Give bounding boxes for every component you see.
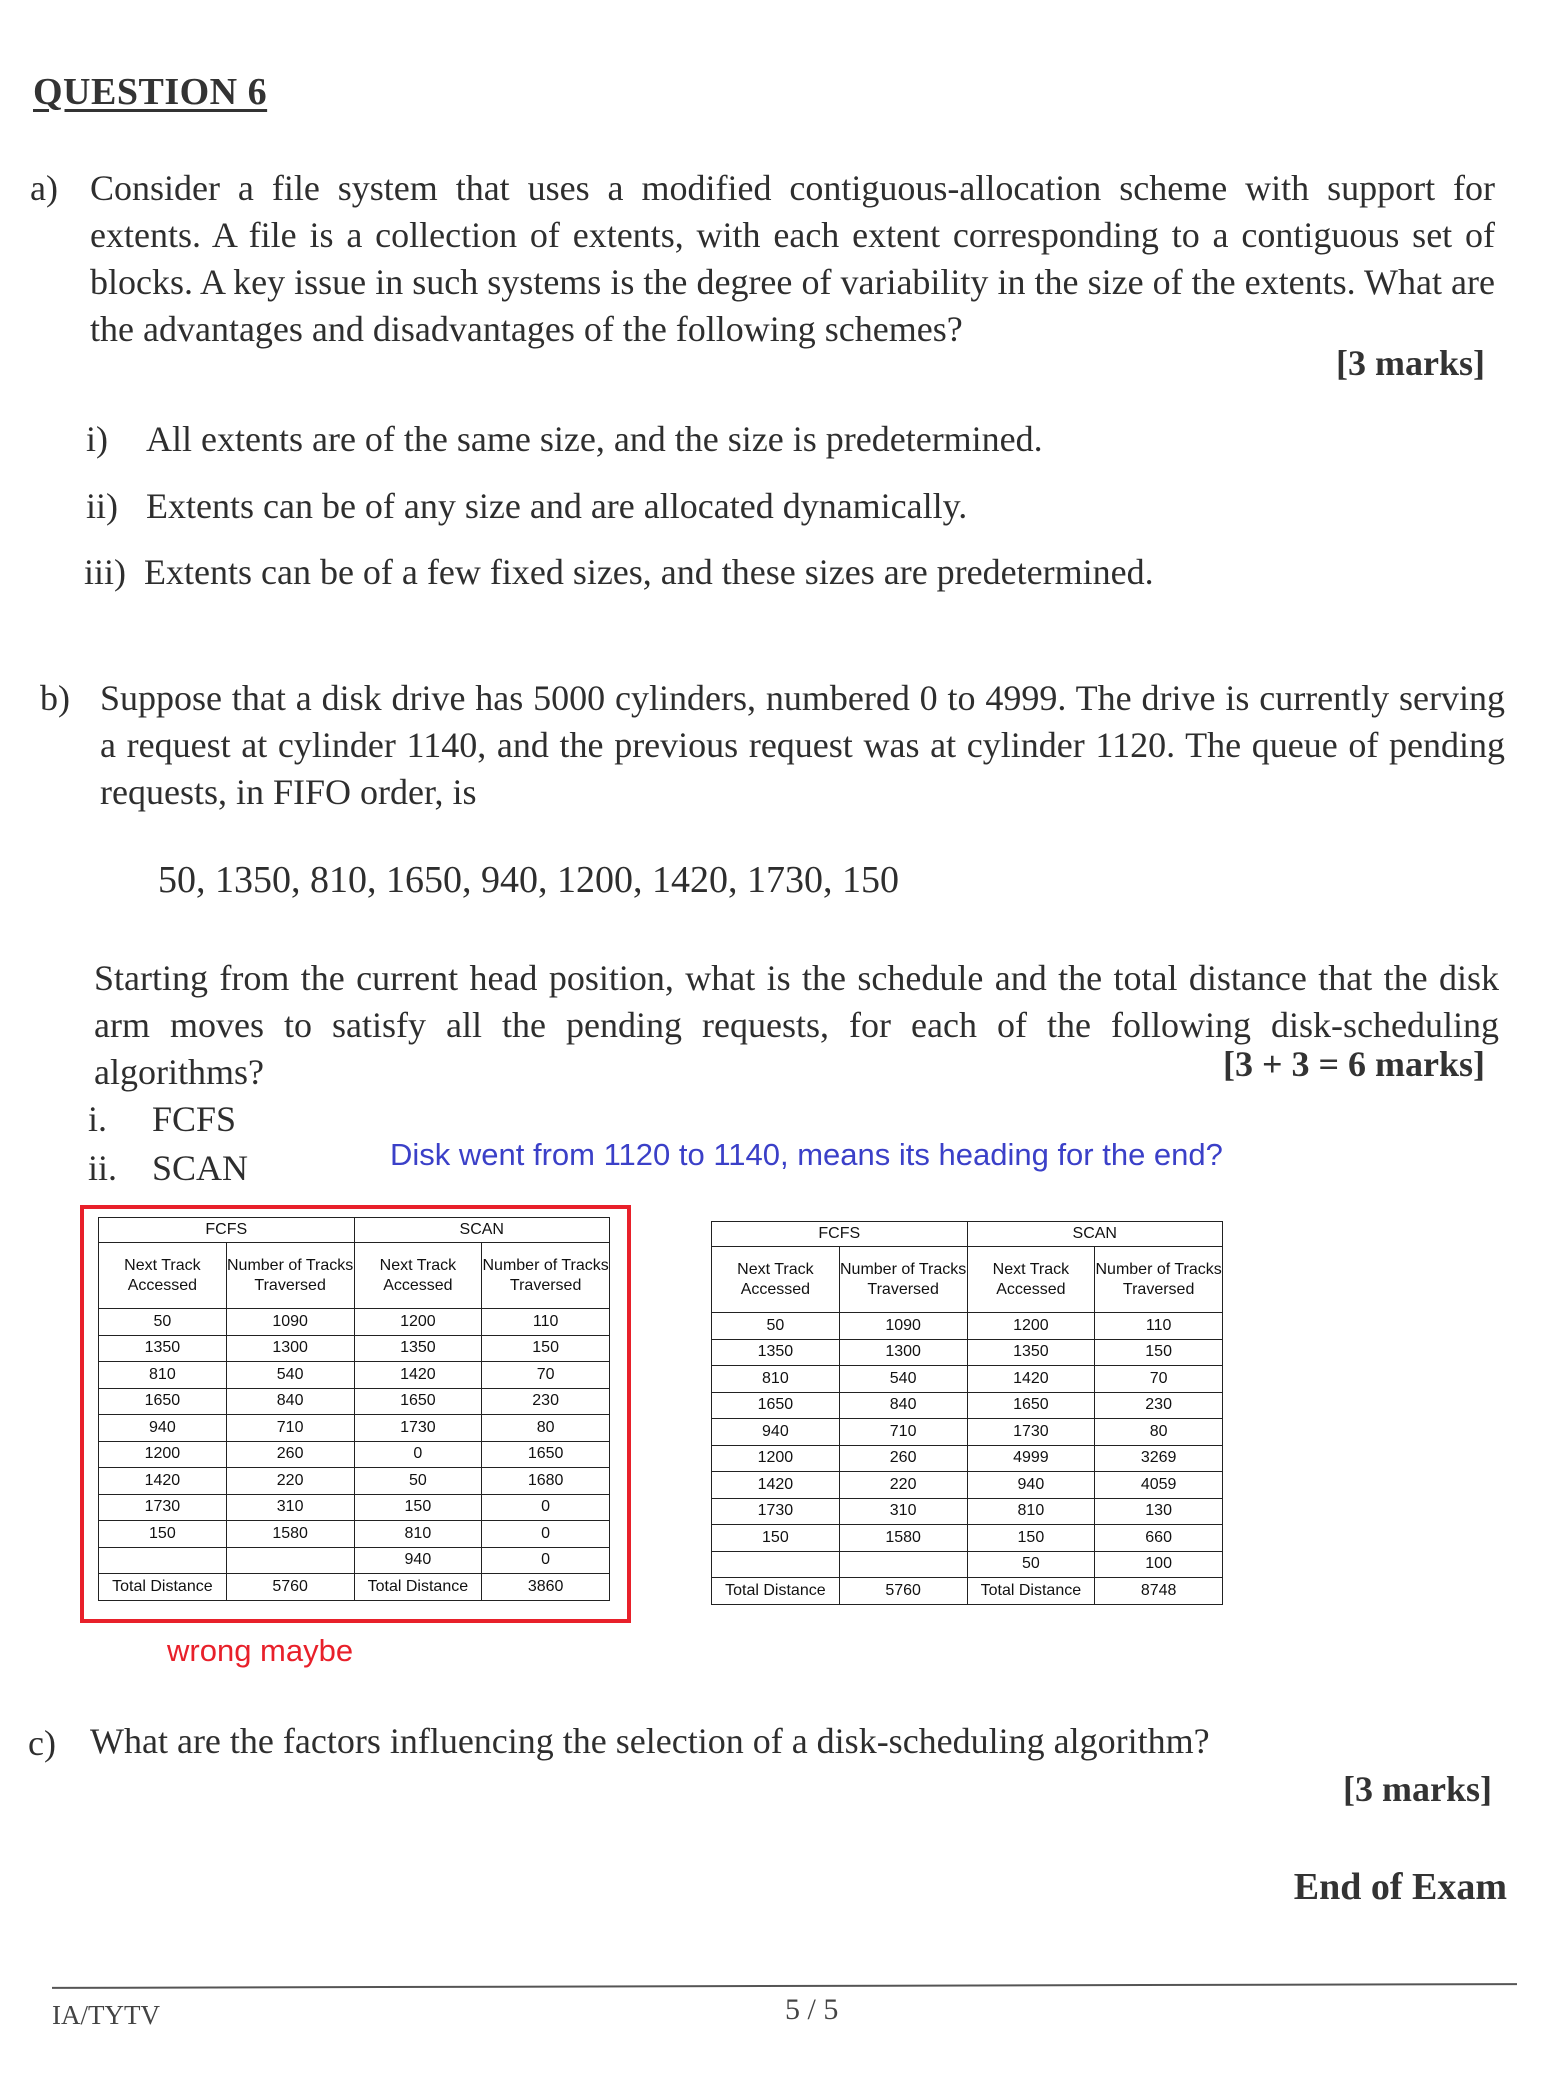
table-row bbox=[712, 1445, 1223, 1472]
part-b-question: Starting from the current head position, what is the schedule and the total distance that the disk arm moves to satisfy all the pending requests, for each of the following disk-scheduling algorithms? bbox=[94, 958, 1499, 1092]
tracks-traversed-cell: 80 bbox=[482, 1415, 610, 1442]
request-queue: 50, 1350, 810, 1650, 940, 1200, 1420, 1730, 150 bbox=[158, 859, 899, 901]
next-track-cell: 1420 bbox=[712, 1472, 840, 1499]
tracks-traversed-cell: 1300 bbox=[839, 1339, 967, 1366]
tracks-traversed-cell: 540 bbox=[226, 1362, 354, 1389]
tracks-traversed-cell: 4059 bbox=[1095, 1472, 1223, 1499]
schedule-table-right bbox=[711, 1221, 1223, 1605]
next-track-cell: 50 bbox=[99, 1309, 227, 1336]
next-track-cell: 810 bbox=[967, 1498, 1095, 1525]
tracks-traversed-cell: 310 bbox=[839, 1498, 967, 1525]
next-track-cell: 1420 bbox=[967, 1366, 1095, 1393]
tracks-traversed-cell: 0 bbox=[482, 1547, 610, 1574]
tracks-traversed-cell: 0 bbox=[482, 1521, 610, 1548]
next-track-cell: 1650 bbox=[967, 1392, 1095, 1419]
total-label: Total Distance bbox=[967, 1578, 1095, 1605]
table-row bbox=[99, 1494, 610, 1521]
tracks-traversed-cell: 710 bbox=[839, 1419, 967, 1446]
tracks-traversed-cell: 220 bbox=[226, 1468, 354, 1495]
part-a-item-ii bbox=[86, 485, 967, 527]
col-header-tracks-traversed: Number of Tracks Traversed bbox=[482, 1243, 610, 1309]
part-a-item-iii bbox=[84, 551, 1154, 593]
next-track-cell: 1420 bbox=[354, 1362, 482, 1389]
total-label: Total Distance bbox=[354, 1574, 482, 1601]
tracks-traversed-cell: 70 bbox=[1095, 1366, 1223, 1393]
next-track-cell: 1200 bbox=[712, 1445, 840, 1472]
annotation-wrong-maybe: wrong maybe bbox=[167, 1633, 354, 1668]
algorithm-scan bbox=[88, 1147, 248, 1189]
next-track-cell: 4999 bbox=[967, 1445, 1095, 1472]
algorithm-fcfs bbox=[88, 1098, 236, 1140]
item-text: Extents can be of a few fixed sizes, and these sizes are predetermined. bbox=[144, 552, 1154, 592]
tracks-traversed-cell: 220 bbox=[839, 1472, 967, 1499]
next-track-cell: 940 bbox=[354, 1547, 482, 1574]
tracks-traversed-cell bbox=[226, 1547, 354, 1574]
table-row bbox=[99, 1468, 610, 1495]
item-text: Extents can be of any size and are allocated dynamically. bbox=[146, 486, 968, 526]
item-text: All extents are of the same size, and the size is predetermined. bbox=[146, 419, 1043, 459]
next-track-cell: 1200 bbox=[99, 1441, 227, 1468]
table-row bbox=[712, 1366, 1223, 1393]
annotation-heading-question: Disk went from 1120 to 1140, means its heading for the end? bbox=[390, 1137, 1223, 1172]
table-row bbox=[712, 1525, 1223, 1552]
next-track-cell: 1730 bbox=[967, 1419, 1095, 1446]
item-label: iii) bbox=[84, 552, 126, 592]
algorithm-name: SCAN bbox=[152, 1148, 249, 1188]
algorithm-name: FCFS bbox=[152, 1099, 237, 1139]
tracks-traversed-cell: 260 bbox=[839, 1445, 967, 1472]
col-header-next-track: Next Track Accessed bbox=[354, 1243, 482, 1309]
tracks-traversed-cell: 840 bbox=[226, 1388, 354, 1415]
col-header-tracks-traversed: Number of Tracks Traversed bbox=[226, 1243, 354, 1309]
part-c-text: What are the factors influencing the selection of a disk-scheduling algorithm? bbox=[90, 1721, 1210, 1761]
tracks-traversed-cell: 310 bbox=[226, 1494, 354, 1521]
next-track-cell bbox=[712, 1551, 840, 1578]
table-row bbox=[712, 1313, 1223, 1340]
next-track-cell: 50 bbox=[712, 1313, 840, 1340]
group-header-scan: SCAN bbox=[967, 1222, 1223, 1247]
next-track-cell: 1650 bbox=[354, 1388, 482, 1415]
table-row bbox=[99, 1362, 610, 1389]
next-track-cell: 1200 bbox=[354, 1309, 482, 1336]
next-track-cell: 810 bbox=[99, 1362, 227, 1389]
total-row bbox=[712, 1578, 1223, 1605]
table-row bbox=[99, 1335, 610, 1362]
next-track-cell: 940 bbox=[99, 1415, 227, 1442]
tracks-traversed-cell: 110 bbox=[1095, 1313, 1223, 1340]
footer-divider bbox=[52, 1983, 1517, 1989]
schedule-table-left bbox=[98, 1217, 610, 1601]
next-track-cell: 1350 bbox=[99, 1335, 227, 1362]
tracks-traversed-cell: 230 bbox=[482, 1388, 610, 1415]
table-row bbox=[99, 1547, 610, 1574]
algorithm-label: i. bbox=[88, 1099, 108, 1139]
tracks-traversed-cell: 1650 bbox=[482, 1441, 610, 1468]
table-row bbox=[99, 1309, 610, 1336]
tracks-traversed-cell: 130 bbox=[1095, 1498, 1223, 1525]
tracks-traversed-cell: 710 bbox=[226, 1415, 354, 1442]
total-label: Total Distance bbox=[99, 1574, 227, 1601]
fcfs-total: 5760 bbox=[226, 1574, 354, 1601]
group-header-scan: SCAN bbox=[354, 1218, 610, 1243]
tracks-traversed-cell: 1680 bbox=[482, 1468, 610, 1495]
part-a-label: a) bbox=[30, 168, 58, 208]
table-row bbox=[712, 1498, 1223, 1525]
next-track-cell: 1350 bbox=[967, 1339, 1095, 1366]
part-c-label: c) bbox=[28, 1723, 56, 1763]
next-track-cell: 1350 bbox=[354, 1335, 482, 1362]
next-track-cell: 50 bbox=[967, 1551, 1095, 1578]
next-track-cell: 50 bbox=[354, 1468, 482, 1495]
table-row bbox=[99, 1441, 610, 1468]
tracks-traversed-cell: 150 bbox=[482, 1335, 610, 1362]
next-track-cell: 1650 bbox=[712, 1392, 840, 1419]
algorithm-label: ii. bbox=[88, 1148, 118, 1188]
next-track-cell: 1730 bbox=[354, 1415, 482, 1442]
part-a-text: Consider a file system that uses a modified contiguous-allocation scheme with support for extents. A file is a collection of extents, with each extent corresponding to a contiguous set of blocks. A key issue in such systems is the degree of variability in the size of the extents. What are the advantages and disadvantages of the following schemes? bbox=[90, 168, 1495, 349]
scan-total: 3860 bbox=[482, 1574, 610, 1601]
tracks-traversed-cell: 70 bbox=[482, 1362, 610, 1389]
part-a-item-i bbox=[86, 418, 1043, 460]
group-header-fcfs: FCFS bbox=[99, 1218, 355, 1243]
table-row bbox=[712, 1551, 1223, 1578]
table-row bbox=[712, 1419, 1223, 1446]
table-row bbox=[712, 1472, 1223, 1499]
next-track-cell: 150 bbox=[354, 1494, 482, 1521]
table-row bbox=[99, 1388, 610, 1415]
col-header-next-track: Next Track Accessed bbox=[712, 1247, 840, 1313]
tracks-traversed-cell: 1090 bbox=[839, 1313, 967, 1340]
next-track-cell: 1650 bbox=[99, 1388, 227, 1415]
tracks-traversed-cell: 1580 bbox=[839, 1525, 967, 1552]
tracks-traversed-cell: 0 bbox=[482, 1494, 610, 1521]
col-header-tracks-traversed: Number of Tracks Traversed bbox=[1095, 1247, 1223, 1313]
group-header-row bbox=[99, 1218, 610, 1243]
item-label: i) bbox=[86, 419, 108, 459]
part-b-text: Suppose that a disk drive has 5000 cylinders, numbered 0 to 4999. The drive is currently serving a request at cylinder 1140, and the previous request was at cylinder 1120. The queue of pending requests, in FIFO order, is bbox=[100, 678, 1505, 812]
tracks-traversed-cell bbox=[839, 1551, 967, 1578]
next-track-cell: 1420 bbox=[99, 1468, 227, 1495]
scan-total: 8748 bbox=[1095, 1578, 1223, 1605]
tracks-traversed-cell: 230 bbox=[1095, 1392, 1223, 1419]
next-track-cell bbox=[99, 1547, 227, 1574]
tracks-traversed-cell: 1580 bbox=[226, 1521, 354, 1548]
col-header-next-track: Next Track Accessed bbox=[967, 1247, 1095, 1313]
next-track-cell: 150 bbox=[712, 1525, 840, 1552]
table-row bbox=[99, 1521, 610, 1548]
tracks-traversed-cell: 1300 bbox=[226, 1335, 354, 1362]
tracks-traversed-cell: 840 bbox=[839, 1392, 967, 1419]
next-track-cell: 1730 bbox=[712, 1498, 840, 1525]
footer-code: IA/TYTV bbox=[52, 2000, 160, 2030]
tracks-traversed-cell: 150 bbox=[1095, 1339, 1223, 1366]
col-header-next-track: Next Track Accessed bbox=[99, 1243, 227, 1309]
group-header-fcfs: FCFS bbox=[712, 1222, 968, 1247]
group-header-row bbox=[712, 1222, 1223, 1247]
col-header-tracks-traversed: Number of Tracks Traversed bbox=[839, 1247, 967, 1313]
next-track-cell: 150 bbox=[99, 1521, 227, 1548]
next-track-cell: 1200 bbox=[967, 1313, 1095, 1340]
question-title: QUESTION 6 bbox=[33, 71, 268, 113]
next-track-cell: 940 bbox=[712, 1419, 840, 1446]
tracks-traversed-cell: 540 bbox=[839, 1366, 967, 1393]
tracks-traversed-cell: 3269 bbox=[1095, 1445, 1223, 1472]
column-header-row bbox=[712, 1247, 1223, 1313]
tracks-traversed-cell: 660 bbox=[1095, 1525, 1223, 1552]
tracks-traversed-cell: 80 bbox=[1095, 1419, 1223, 1446]
part-c-marks: [3 marks] bbox=[1343, 1769, 1492, 1809]
next-track-cell: 940 bbox=[967, 1472, 1095, 1499]
end-of-exam: End of Exam bbox=[1293, 1866, 1507, 1908]
part-b-label: b) bbox=[40, 678, 70, 718]
table-row bbox=[712, 1339, 1223, 1366]
column-header-row bbox=[99, 1243, 610, 1309]
total-row bbox=[99, 1574, 610, 1601]
total-label: Total Distance bbox=[712, 1578, 840, 1605]
part-b-marks: [3 + 3 = 6 marks] bbox=[1222, 1044, 1485, 1084]
item-label: ii) bbox=[86, 486, 118, 526]
page-number: 5 / 5 bbox=[785, 1993, 839, 2026]
table-row bbox=[712, 1392, 1223, 1419]
part-a-marks: [3 marks] bbox=[1336, 343, 1485, 383]
next-track-cell: 150 bbox=[967, 1525, 1095, 1552]
table-row bbox=[99, 1415, 610, 1442]
next-track-cell: 1350 bbox=[712, 1339, 840, 1366]
tracks-traversed-cell: 110 bbox=[482, 1309, 610, 1336]
next-track-cell: 1730 bbox=[99, 1494, 227, 1521]
next-track-cell: 0 bbox=[354, 1441, 482, 1468]
tracks-traversed-cell: 260 bbox=[226, 1441, 354, 1468]
fcfs-total: 5760 bbox=[839, 1578, 967, 1605]
next-track-cell: 810 bbox=[354, 1521, 482, 1548]
next-track-cell: 810 bbox=[712, 1366, 840, 1393]
tracks-traversed-cell: 100 bbox=[1095, 1551, 1223, 1578]
tracks-traversed-cell: 1090 bbox=[226, 1309, 354, 1336]
